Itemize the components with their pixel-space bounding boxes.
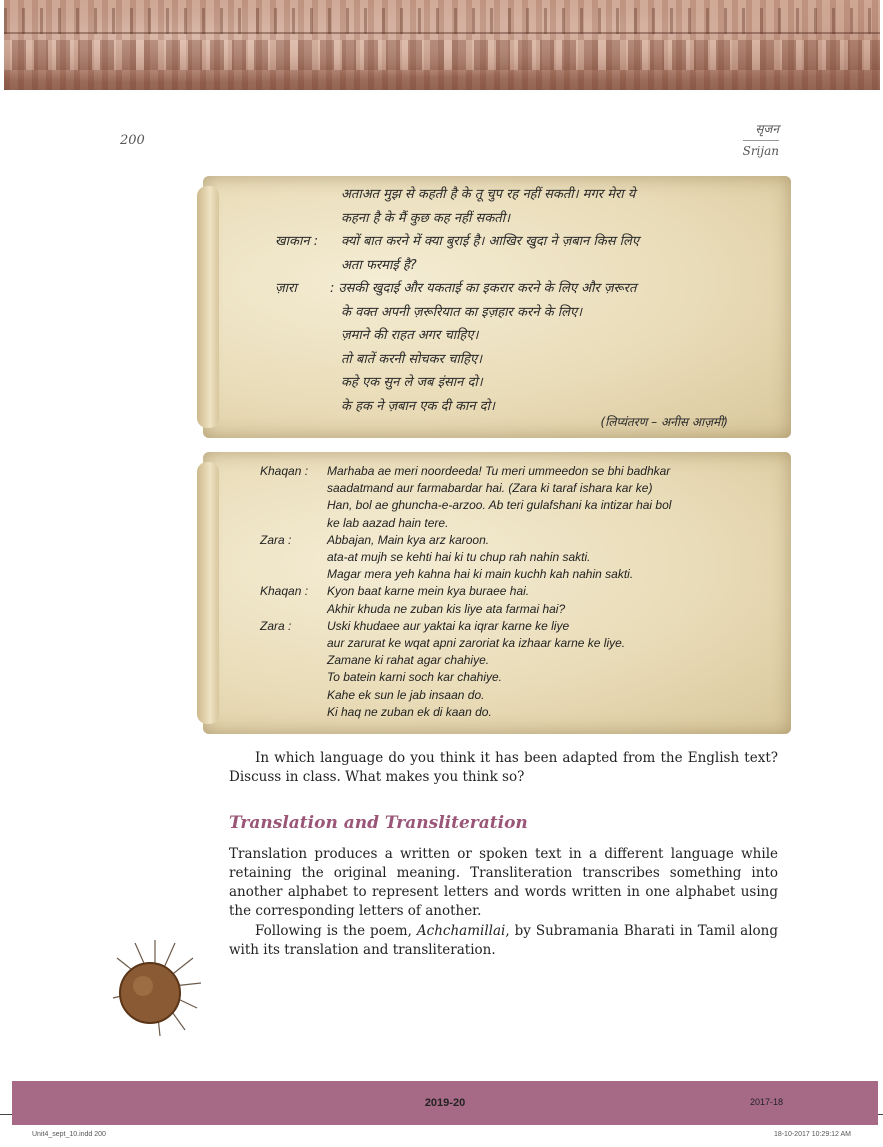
dialogue-line: अताअत मुझ से कहती है के तू चुप रह नहीं सकती। मगर मेरा ये [341, 187, 636, 202]
poem-intro-paragraph [229, 922, 778, 960]
decorative-banner [4, 0, 880, 90]
intro-text: , by Subramania Bharati in Tamil along with its translation and transliteration. [229, 923, 778, 958]
dialogue-line: ke lab aazad hain tere. [327, 515, 449, 530]
poem-title: Achchamillai [416, 923, 506, 939]
speaker-label: Khaqan : [260, 584, 309, 599]
dialogue-line: Magar mera yeh kahna hai ki main kuchh kah nahin sakti. [327, 567, 634, 582]
dialogue-line: Marhaba ae meri noordeeda! Tu meri ummeedon se bhi badhkar [327, 464, 671, 478]
dialogue-line: saadatmand aur farmabardar hai. (Zara ki taraf ishara kar ke) [327, 481, 653, 496]
footer-year-old: 2017-18 [749, 1097, 783, 1107]
dialogue-line: कहना है के मैं कुछ कह नहीं सकती। [341, 210, 511, 226]
intro-text: Following is the poem, [255, 923, 417, 939]
speaker-label: Zara : [260, 532, 292, 547]
footer-bar [12, 1081, 878, 1125]
print-slug-right: 18-10-2017 10:29:12 AM [773, 1131, 851, 1138]
sun-medallion-icon [105, 938, 205, 1038]
dialogue-line: To batein karni soch kar chahiye. [327, 670, 502, 685]
dialogue-line: कहे एक सुन ले जब इंसान दो। [341, 375, 483, 390]
dialogue-line: क्यों बात करने में क्या बुराई है। आखिर खुदा ने ज़बान किस लिए [341, 234, 640, 249]
definition-paragraph: Translation produces a written or spoken text in a different language while retaining the original meaning. Transliteration transcribes something into another alphabet to represent letters and words written in one alphabet using the corresponding letters of another. [229, 846, 778, 919]
dialogue-line: तो बातें करनी सोचकर चाहिए। [341, 351, 483, 367]
dialogue-line: Akhir khuda ne zuban kis liye ata farmai hai? [327, 601, 566, 616]
dialogue-line: के हक ने ज़बान एक दी कान दो। [341, 398, 495, 414]
dialogue-line: के वक्त अपनी ज़रूरियात का इज़हार करने के लिए। [341, 304, 583, 320]
speaker-label: Zara : [260, 618, 292, 633]
transliteration-credit: (लिप्यंतरण – अनीस आज़मी) [600, 415, 728, 429]
dialogue-line: aur zarurat ke wqat apni zaroriat ka izhaar karne ke liye. [327, 636, 626, 650]
hindi-script-box [203, 176, 791, 438]
dialogue-line: अता फरमाई है? [341, 257, 417, 273]
dialogue-line: : उसकी खुदाई और यकताई का इकरार करने के लिए और ज़रूरत [330, 281, 637, 296]
dialogue-line: Kahe ek sun le jab insaan do. [327, 687, 485, 702]
footer-year: 2019-20 [424, 1097, 466, 1109]
dialogue-line: ata-at mujh se kehti hai ki tu chup rah nahin sakti. [327, 550, 591, 564]
running-head-latin: Srijan [742, 144, 779, 158]
discussion-question: In which language do you think it has been adapted from the English text? Discuss in class. What makes you think so? [229, 750, 778, 785]
running-head-hindi: सृजन [743, 120, 779, 141]
print-slug-left: Unit4_sept_10.indd 200 [32, 1131, 106, 1138]
dialogue-line: ज़माने की राहत अगर चाहिए। [341, 328, 479, 343]
section-heading: Translation and Transliteration [229, 813, 528, 833]
dialogue-line: Uski khudaee aur yaktai ka iqrar karne ke liye [327, 618, 570, 633]
running-head [743, 120, 779, 158]
speaker-label: खाकान : [275, 234, 319, 249]
dialogue-line: Ki haq ne zuban ek di kaan do. [327, 704, 492, 719]
dialogue-line: Zamane ki rahat agar chahiye. [327, 653, 490, 668]
speaker-label: ज़ारा [275, 281, 297, 296]
transliteration-box [203, 452, 791, 734]
dialogue-line: Kyon baat karne mein kya buraee hai. [327, 584, 530, 599]
dialogue-line: Han, bol ae ghuncha-e-arzoo. Ab teri gulafshani ka intizar hai bol [327, 498, 672, 513]
dialogue-line: Abbajan, Main kya arz karoon. [327, 532, 490, 547]
page-number: 200 [120, 133, 145, 148]
speaker-label: Khaqan : [260, 464, 309, 478]
